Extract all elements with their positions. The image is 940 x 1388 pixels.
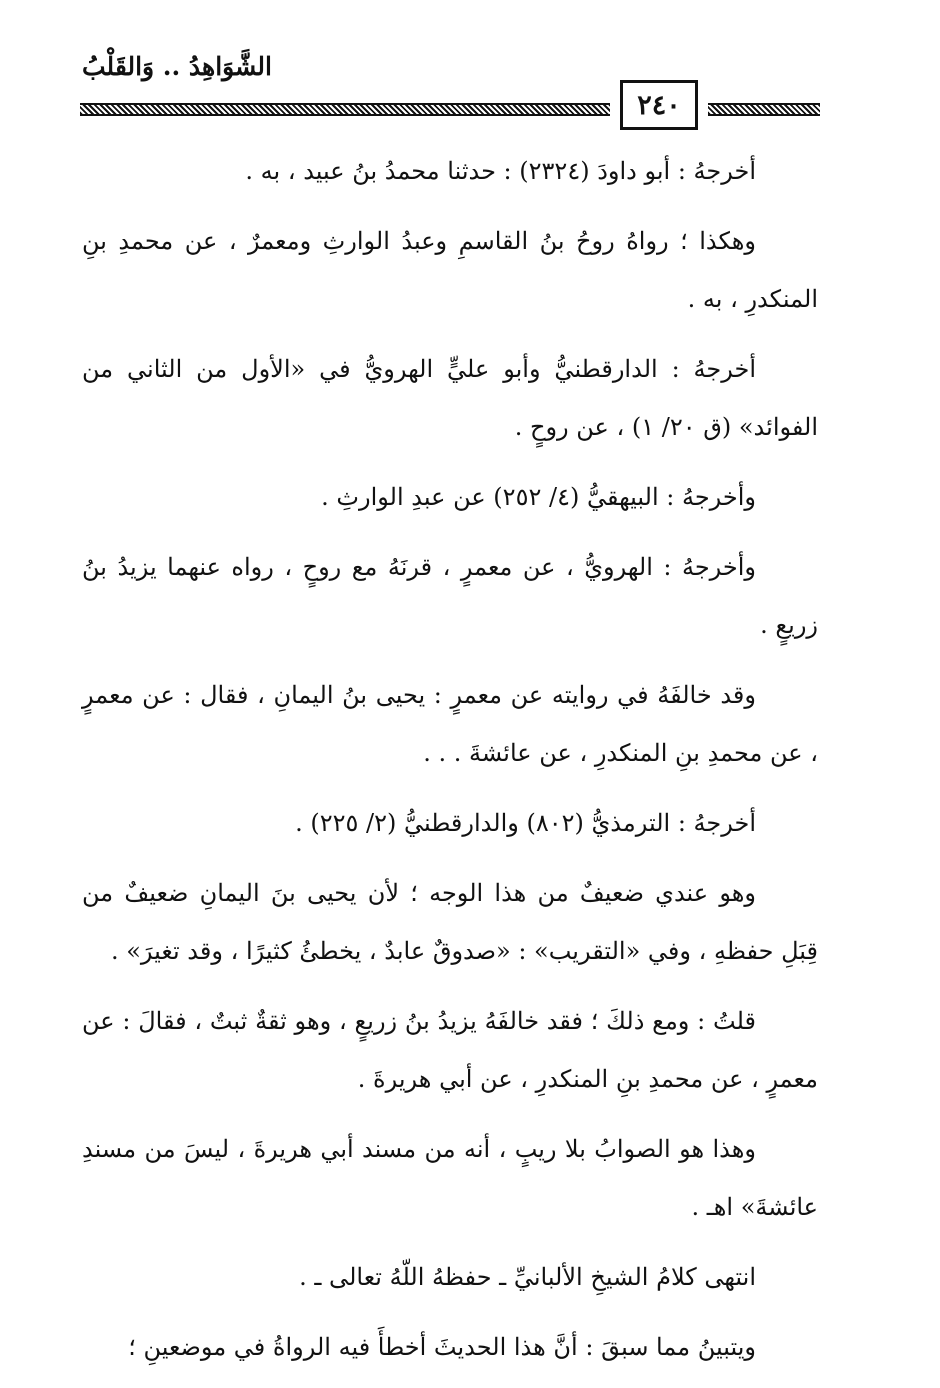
paragraph-4: وأخرجهُ : البيهقيُّ (٤/ ٢٥٢) عن عبدِ الوارثِ .: [321, 483, 756, 511]
paragraph-6: وقد خالفَهُ في روايته عن معمرٍ : يحيى بنُ اليمانِ ، فقال : عن معمرٍ ، عن محمدِ بنِ المنكدرِ ، عن عائشةَ . . .: [82, 681, 818, 767]
paragraph-5: وأخرجهُ : الهرويُّ ، عن معمرٍ ، قرنَهُ مع روحٍ ، رواه عنهما يزيدُ بنُ زريعٍ .: [82, 553, 818, 639]
paragraph-12: ويتبينُ مما سبقَ : أنَّ هذا الحديثَ أخطأَ فيه الرواةُ في موضعينِ ؛: [128, 1333, 756, 1361]
paragraph-10: وهذا هو الصوابُ بلا ريبٍ ، أنه من مسند أبي هريرةَ ، ليسَ من مسندِ عائشةَ» اهـ .: [82, 1135, 818, 1221]
paragraph-8: وهو عندي ضعيفٌ من هذا الوجه ؛ لأن يحيى بنَ اليمانِ ضعيفٌ من قِبَلِ حفظهِ ، وفي «التقريب» : «صدوقٌ عابدٌ ، يخطئُ كثيرًا ، وقد تغيرَ» .: [82, 879, 818, 965]
paragraph-2: وهكذا ؛ رواهُ روحُ بنُ القاسمِ وعبدُ الوارثِ ومعمرٌ ، عن محمدِ بنِ المنكدرِ ، به .: [82, 227, 818, 313]
body-text: [82, 142, 818, 1388]
running-title: الشَّوَاهِدُ .. وَالقَلْبُ: [82, 52, 272, 81]
paragraph-9: قلتُ : ومع ذلكَ ؛ فقد خالفَهُ يزيدُ بنُ زريعٍ ، وهو ثقةٌ ثبتٌ ، فقالَ : عن معمرٍ ، عن محمدِ بنِ المنكدرِ ، عن أبي هريرةَ .: [82, 1007, 818, 1093]
paragraph-1: أخرجهُ : أبو داودَ (٢٣٢٤) : حدثنا محمدُ بنُ عبيد ، به .: [245, 157, 756, 185]
paragraph-11: انتهى كلامُ الشيخِ الألبانيِّ ـ حفظهُ اللّهُ تعالى ـ .: [299, 1263, 756, 1291]
header-rule-right: [708, 103, 820, 116]
page-number: ٢٤٠: [620, 80, 698, 130]
header-rule-left: [80, 103, 610, 116]
paragraph-7: أخرجهُ : الترمذيُّ (٨٠٢) والدارقطنيُّ (٢/ ٢٢٥) .: [295, 809, 756, 837]
paragraph-3: أخرجهُ : الدارقطنيُّ وأبو عليٍّ الهرويُّ في «الأول من الثاني من الفوائد» (ق ٢٠/ ١) ، عن روحٍ .: [82, 355, 818, 441]
